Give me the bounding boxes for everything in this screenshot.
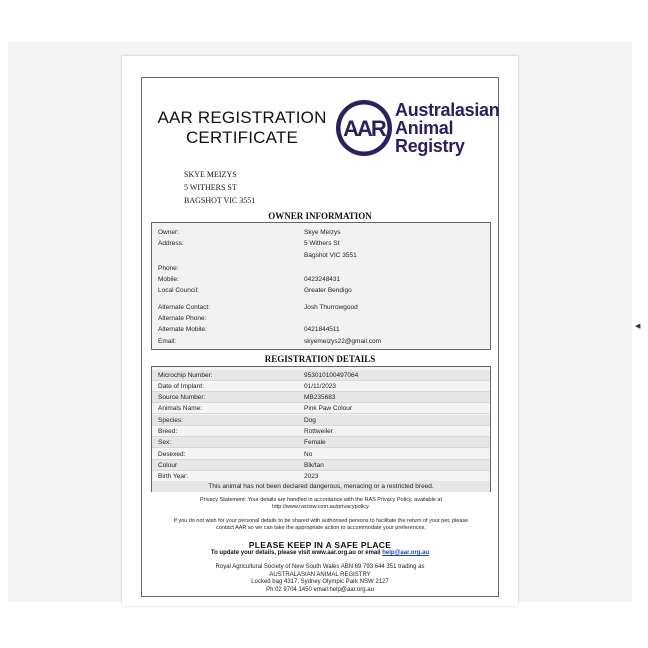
field-value: 01/11/2023 [304,383,337,390]
owner-row [152,227,490,238]
footer-line: AUSTRALASIAN ANIMAL REGISTRY [269,571,371,578]
field-value: Skye Meizys [304,229,341,236]
owner-row [152,336,490,347]
owner-row [152,324,490,335]
field-value: Blk/tan [304,462,324,469]
field-label: Owner: [158,229,179,236]
owner-row [152,250,490,261]
help-email-link[interactable]: help@aar.org.au [382,550,430,556]
field-label: Sex: [158,439,172,446]
registration-box [151,366,491,492]
field-value: Dog [304,417,316,424]
field-value: Josh Thurrowgood [304,304,358,311]
field-label: Animals Name: [158,405,203,412]
owner-row [152,313,490,324]
field-value: Pink Paw Colour [304,405,353,412]
owner-row [152,263,490,274]
footer-line: Locked bag 4317, Sydney Olympic Park NSW 2127 [251,579,389,585]
owner-row [152,238,490,249]
field-value: 2023 [304,473,319,480]
field-label: Alternate Mobile: [158,326,207,333]
registration-row [152,392,490,403]
address-line: 5 WITHERS ST [184,183,237,192]
owner-info-box [151,222,491,350]
title-line-2: CERTIFICATE [185,128,299,147]
registration-row [152,415,490,426]
field-label: Birth Year: [158,473,188,480]
field-value: 953010100497064 [304,372,359,379]
field-value: skyemeizys22@gmail.com [304,338,382,345]
field-label: Colour [158,462,178,469]
field-value: 0421844511 [304,326,340,333]
privacy-policy-link[interactable]: http://www.rasnsw.com.au/privacypolicy. [272,504,370,510]
footer-line: Royal Agricultural Society of New South Wales ABN 69 793 644 351 trading as [215,564,425,570]
mailing-address [184,168,255,207]
sharing-preference-note [156,518,486,532]
field-label: Source Number: [158,394,206,401]
field-label: Address: [158,240,184,247]
privacy-line: contact AAR so we can take the appropriate action to accommodate your preferences. [216,525,426,531]
logo-line-1: Australasian [395,100,500,120]
field-label: Species: [158,417,183,424]
address-line: BAGSHOT VIC 3551 [184,196,256,205]
title-line-1: AAR REGISTRATION [157,108,327,127]
logo-line-3: Registry [395,136,465,156]
registration-row [152,460,490,471]
field-value: No [304,451,313,458]
registration-row [152,403,490,414]
footer-line: Ph:02 9704 1450 email:help@aar.org.au [266,586,374,593]
address-line: SKYE MEIZYS [184,170,237,179]
field-label: Alternate Phone: [158,315,207,322]
footer [142,564,498,594]
registration-row [152,381,490,392]
keep-safe-heading: PLEASE KEEP IN A SAFE PLACE [248,540,392,550]
update-details-line [142,550,498,556]
logo-monogram: AAR [343,116,385,141]
privacy-line: Privacy Statement: Your details are handled in accordance with the RAS Privacy Policy, available at [199,497,443,503]
field-label: Local Council: [158,287,199,294]
owner-row [152,285,490,296]
field-label: Breed: [158,428,178,435]
field-label: Mobile: [158,276,179,283]
field-value: Greater Bendigo [304,287,352,294]
field-value: Bagshot VIC 3551 [304,252,357,259]
owner-row [152,274,490,285]
aar-logo-icon [334,98,394,158]
logo-wordmark [395,101,499,155]
registration-row [152,426,490,437]
field-label: Desexed: [158,451,186,458]
registration-row [152,449,490,460]
registration-row [152,370,490,381]
update-text: To update your details, please visit www.aar.org.au or email [210,550,383,556]
registration-row [152,437,490,448]
field-value: Female [304,439,326,446]
field-label: Alternate Contact: [158,304,211,311]
chevron-left-icon[interactable]: ◀ [635,323,641,330]
field-label: Phone: [158,265,179,272]
field-label: Date of Implant: [158,383,204,390]
owner-section-title: OWNER INFORMATION [268,211,372,221]
field-value: MB235683 [304,394,336,401]
dangerous-declaration-note: This animal has not been declared dangerous, menacing or a restricted breed. [152,481,490,492]
certificate-title [152,108,332,148]
field-label: Email: [158,338,177,345]
field-value: Rottweiler [304,428,333,435]
privacy-statement [156,497,486,511]
privacy-line: If you do not wish for your personal details to be shared with authorised persons to facilitate the return of your pet, please [173,518,469,524]
logo-line-2: Animal [395,118,454,138]
field-value: 0423248431 [304,276,341,283]
field-label: Microchip Number: [158,372,213,379]
field-value: 5 Withers St [304,240,340,247]
registration-section-title: REGISTRATION DETAILS [264,354,376,364]
owner-row [152,302,490,313]
certificate [141,77,499,597]
